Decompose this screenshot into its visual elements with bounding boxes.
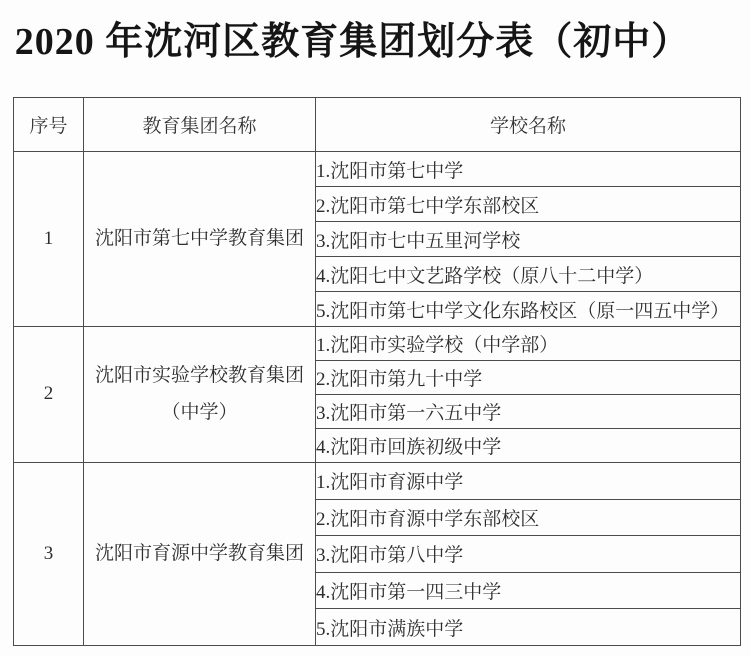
page-title: 2020 年沈河区教育集团划分表（初中） xyxy=(14,21,691,63)
header-serial-number: 序号 xyxy=(14,98,84,152)
table-header-row xyxy=(14,98,741,152)
header-school-name: 学校名称 xyxy=(316,98,741,152)
school-name-cell: 3.沈阳市第一六五中学 xyxy=(316,395,741,429)
group-name-cell xyxy=(84,327,316,463)
header-group-name: 教育集团名称 xyxy=(84,98,316,152)
serial-number-cell: 1 xyxy=(14,152,84,327)
school-name-cell: 2.沈阳市育源中学东部校区 xyxy=(316,499,741,536)
school-name-cell: 2.沈阳市第七中学东部校区 xyxy=(316,187,741,222)
school-name-cell: 4.沈阳市回族初级中学 xyxy=(316,429,741,463)
group-name-line: 沈阳市实验学校教育集团 xyxy=(94,365,304,387)
serial-number-cell: 2 xyxy=(14,327,84,463)
table-row xyxy=(14,463,741,500)
group-name-cell: 沈阳市育源中学教育集团 xyxy=(84,463,316,646)
school-name-cell: 1.沈阳市育源中学 xyxy=(316,463,741,500)
group-name-cell: 沈阳市第七中学教育集团 xyxy=(84,152,316,327)
school-name-cell: 4.沈阳七中文艺路学校（原八十二中学） xyxy=(316,257,741,292)
school-name-cell: 1.沈阳市实验学校（中学部） xyxy=(316,327,741,361)
school-name-cell: 2.沈阳市第九十中学 xyxy=(316,361,741,395)
table-row xyxy=(14,152,741,187)
table-row xyxy=(14,327,741,361)
school-name-cell: 3.沈阳市第八中学 xyxy=(316,536,741,573)
school-name-cell: 4.沈阳市第一四三中学 xyxy=(316,572,741,609)
serial-number-cell: 3 xyxy=(14,463,84,646)
group-name-line: （中学） xyxy=(161,401,238,423)
education-group-table xyxy=(13,97,741,646)
school-name-cell: 1.沈阳市第七中学 xyxy=(316,152,741,187)
school-name-cell: 5.沈阳市满族中学 xyxy=(316,609,741,646)
school-name-cell: 3.沈阳市七中五里河学校 xyxy=(316,222,741,257)
school-name-cell: 5.沈阳市第七中学文化东路校区（原一四五中学） xyxy=(316,292,741,327)
